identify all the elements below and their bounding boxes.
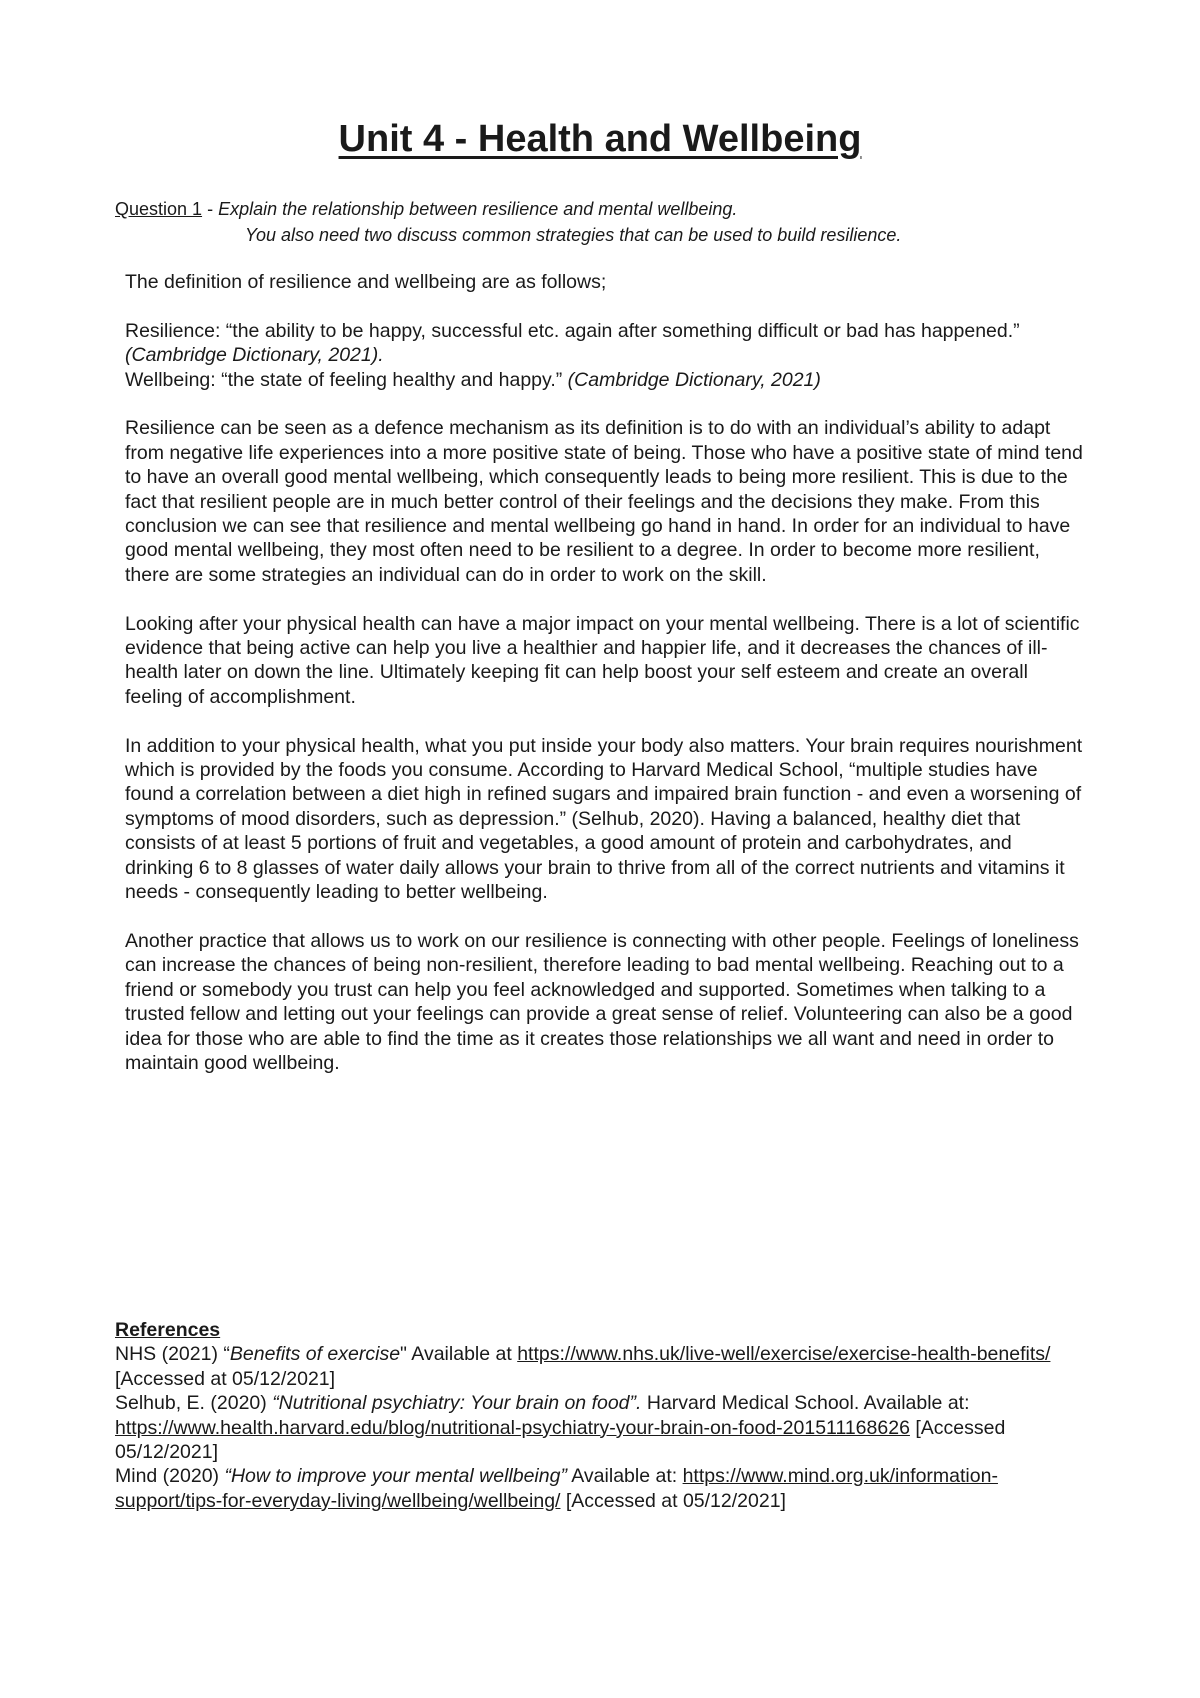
reference-suffix: [Accessed 05/12/2021] — [115, 1416, 1006, 1464]
reference-suffix: [Accessed at 05/12/2021] — [560, 1489, 786, 1512]
reference-title: “Nutritional psychiatry: Your brain on food”. — [272, 1392, 642, 1415]
resilience-citation: (Cambridge Dictionary, 2021). — [125, 344, 384, 367]
reference-mid: Available at: — [566, 1465, 683, 1488]
reference-item-nhs — [115, 1342, 1105, 1391]
body-paragraph-3: In addition to your physical health, what you put inside your body also matters. Your brain requires nourishment which is provided by the foods you consume. According to Harvard Medical School, “multiple studies have found a correlation between a diet high in refined sugars and impaired brain function - and even a worsening of symptoms of mood disorders, such as depression.” (Selhub, 2020). Having a balanced, healthy diet that consists of at least 5 portions of fruit and vegetables, a good amount of protein and carbohydrates, and drinking 6 to 8 glasses of water daily allows your brain to thrive from all of the correct nutrients and vitamins it needs - consequently leading to better wellbeing. — [125, 734, 1083, 904]
question-separator: - — [202, 199, 219, 219]
wellbeing-definition: Wellbeing: “the state of feeling healthy and happy.” — [125, 368, 568, 391]
answer-body — [125, 270, 1085, 1100]
reference-suffix: [Accessed at 05/12/2021] — [115, 1367, 336, 1390]
reference-item-selhub — [115, 1391, 1105, 1464]
body-paragraph-4: Another practice that allows us to work on our resilience is connecting with other people. Feelings of loneliness can increase the chances of being non-resilient, therefore leading to bad mental wellbeing. Reaching out to a friend or somebody you trust can help you feel acknowledged and supported. Sometimes when talking to a trusted fellow and letting out your feelings can provide a great sense of relief. Volunteering can also be a good idea for those who are able to find the time as it creates those relationships we all want and need in order to maintain good wellbeing. — [125, 929, 1079, 1074]
reference-link[interactable]: https://www.health.harvard.edu/blog/nutritional-psychiatry-your-brain-on-food-201511168626 — [115, 1416, 910, 1439]
question-line-2: You also need two discuss common strategies that can be used to build resilience. — [245, 225, 902, 245]
wellbeing-citation: (Cambridge Dictionary, 2021) — [567, 368, 821, 391]
body-paragraph-1: Resilience can be seen as a defence mechanism as its definition is to do with an individual’s ability to adapt from negative life experiences into a more positive state of being. Those who have a positive state of mind tend to have an overall good mental wellbeing, which consequently leads to being more resilient. This is due to the fact that resilient people are in much better control of their feelings and the decisions they make. From this conclusion we can see that resilience and mental wellbeing go hand in hand. In order for an individual to have good mental wellbeing, they most often need to be resilient to a degree. In order to become more resilient, there are some strategies an individual can do in order to work on the skill. — [125, 417, 1083, 586]
reference-title: Benefits of exercise — [229, 1343, 401, 1366]
reference-link[interactable]: https://www.mind.org.uk/information-support/tips-for-everyday-living/wellbeing/wellbeing/ — [115, 1465, 998, 1512]
question-block — [115, 196, 1115, 248]
reference-mid: Harvard Medical School. Available at: — [641, 1392, 970, 1415]
intro-paragraph: The definition of resilience and wellbeing are as follows; — [125, 271, 607, 293]
references-section — [115, 1318, 1105, 1513]
references-heading: References — [115, 1319, 221, 1341]
reference-prefix: Mind (2020) — [115, 1465, 225, 1488]
reference-mid: " Available at — [400, 1343, 518, 1366]
reference-title: “How to improve your mental wellbeing” — [224, 1465, 567, 1488]
reference-prefix: Selhub, E. (2020) — [115, 1392, 273, 1415]
reference-prefix: NHS (2021) “ — [115, 1343, 230, 1366]
resilience-definition: Resilience: “the ability to be happy, successful etc. again after something difficult or bad has happened.” — [125, 319, 1020, 342]
question-line-1: Explain the relationship between resilience and mental wellbeing. — [218, 199, 738, 219]
body-paragraph-2: Looking after your physical health can have a major impact on your mental wellbeing. There is a lot of scientific evidence that being active can help you live a healthier and happier life, and it decreases the chances of ill-health later on down the line. Ultimately keeping fit can help boost your self esteem and create an overall feeling of accomplishment. — [125, 612, 1080, 708]
reference-link[interactable]: https://www.nhs.uk/live-well/exercise/exercise-health-benefits/ — [517, 1343, 1051, 1366]
page-title: Unit 4 - Health and Wellbeing — [338, 118, 862, 160]
question-label: Question 1 — [115, 199, 203, 219]
definitions-paragraph — [125, 319, 1085, 392]
reference-item-mind — [115, 1464, 1105, 1513]
